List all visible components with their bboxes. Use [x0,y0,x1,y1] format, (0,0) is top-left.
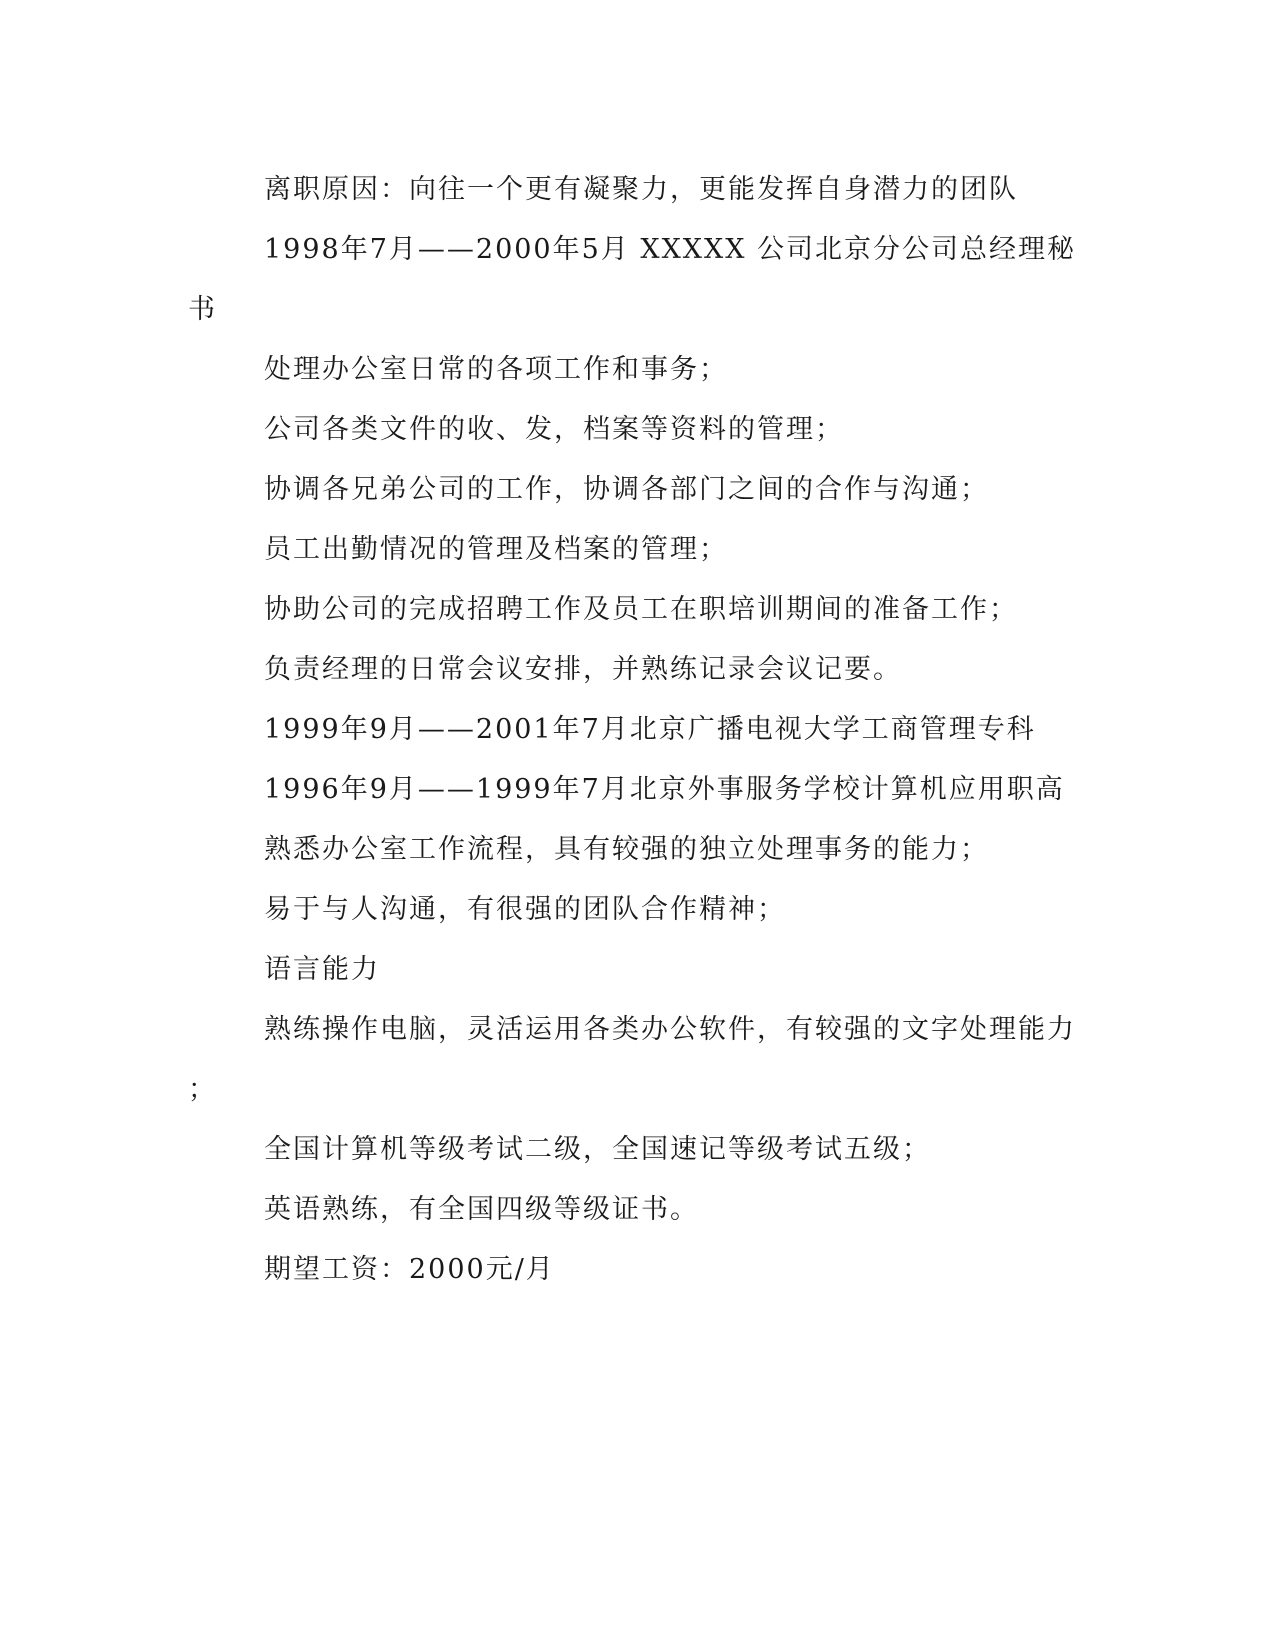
paragraph-duty-office-affairs: 处理办公室日常的各项工作和事务； [264,354,728,385]
paragraph-skill-computer-wrap: ； [188,1074,217,1105]
paragraph-skill-communication: 易于与人沟通，有很强的团队合作精神； [264,894,786,925]
paragraph-duty-file-management: 公司各类文件的收、发，档案等资料的管理； [264,414,844,445]
paragraph-duty-coordination: 协调各兄弟公司的工作，协调各部门之间的合作与沟通； [264,474,989,505]
paragraph-expected-salary: 期望工资：2000元/月 [264,1254,555,1285]
paragraph-duty-attendance: 员工出勤情况的管理及档案的管理； [264,534,728,565]
paragraph-certificates-exams: 全国计算机等级考试二级，全国速记等级考试五级； [264,1134,931,1165]
paragraph-resignation-reason: 离职原因：向往一个更有凝聚力，更能发挥自身潜力的团队 [264,174,1018,205]
paragraph-education-vocational: 1996年9月——1999年7月北京外事服务学校计算机应用职高 [264,774,1065,805]
paragraph-skill-computer: 熟练操作电脑，灵活运用各类办公软件，有较强的文字处理能力 [264,1014,1076,1045]
paragraph-language-ability-heading: 语言能力 [264,954,380,985]
paragraph-certificate-english: 英语熟练，有全国四级等级证书。 [264,1194,699,1225]
paragraph-job-period-secretary: 1998年7月——2000年5月 XXXXX 公司北京分公司总经理秘 [264,234,1077,265]
document-body [188,160,1088,1300]
paragraph-duty-recruitment: 协助公司的完成招聘工作及员工在职培训期间的准备工作； [264,594,1018,625]
paragraph-job-period-secretary-wrap: 书 [188,294,217,325]
paragraph-duty-meetings: 负责经理的日常会议安排，并熟练记录会议记要。 [264,654,902,685]
paragraph-education-college: 1999年9月——2001年7月北京广播电视大学工商管理专科 [264,714,1036,745]
paragraph-skill-office-workflow: 熟悉办公室工作流程，具有较强的独立处理事务的能力； [264,834,989,865]
